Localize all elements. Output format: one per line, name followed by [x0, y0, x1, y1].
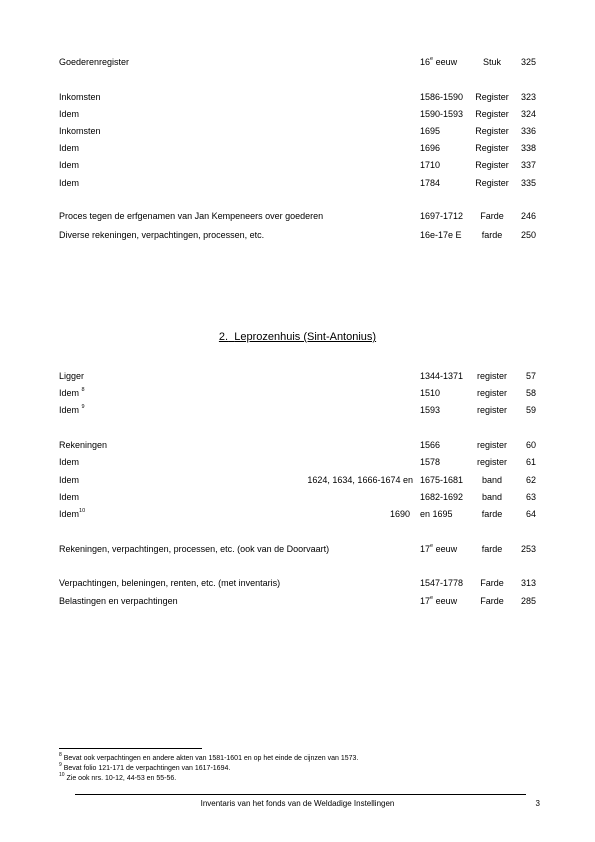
footer-rule	[75, 794, 526, 795]
row-description: Idem	[59, 178, 80, 188]
row-type: Farde	[480, 596, 504, 606]
row-date: 1566	[420, 440, 441, 450]
footnote: $^{10}$ Zie ook nrs. 10-12, 44-53 en 55-56.	[59, 771, 177, 782]
row-number: 323	[520, 92, 536, 102]
footer-text: Inventaris van het fonds van de Weldadige Instellingen	[200, 799, 395, 808]
row-date: 1696	[420, 143, 441, 153]
footnote-ref: 9	[81, 404, 85, 410]
row-number: 59	[525, 405, 536, 415]
row-description: Rekeningen, verpachtingen, processen, etc. (ook van de Doorvaart)	[59, 544, 330, 554]
row-type: register	[476, 457, 507, 467]
row-description: Inkomsten	[59, 126, 101, 136]
row-number: 250	[520, 230, 536, 240]
row-date: 1590-1593	[420, 109, 464, 119]
row-number: 338	[520, 143, 536, 153]
row-extra-dates: 1624, 1634, 1666-1674 en	[307, 475, 413, 485]
row-description: Idem	[59, 475, 80, 485]
row-type: band	[481, 492, 503, 502]
footnote: $^9$ Bevat folio 121-171 de verpachtingen van 1617-1694.	[59, 761, 231, 772]
row-type: Farde	[480, 578, 504, 588]
row-number: 58	[525, 388, 536, 398]
row-date: 17e eeuw	[420, 543, 458, 554]
row-type: Register	[475, 160, 509, 170]
row-number: 285	[520, 596, 536, 606]
row-date: 1675-1681	[420, 475, 464, 485]
section-heading-title: Leprozenhuis (Sint-Antonius)	[234, 331, 377, 343]
row-number: 337	[520, 160, 536, 170]
row-type: register	[476, 371, 507, 381]
row-number: 60	[525, 440, 536, 450]
section-heading-number: 2.	[218, 331, 229, 343]
footnote-separator	[59, 748, 202, 749]
row-date: en 1695	[420, 509, 453, 519]
row-number: 57	[525, 371, 536, 381]
row-number: 324	[520, 109, 536, 119]
row-type: Register	[475, 178, 509, 188]
row-type: Register	[475, 126, 509, 136]
row-number: 63	[525, 492, 536, 502]
row-type: farde	[481, 509, 503, 519]
row-description: Idem	[59, 143, 80, 153]
row-type: Stuk	[482, 57, 501, 67]
row-number: 64	[525, 509, 536, 519]
row-description: Idem	[59, 492, 80, 502]
row-description: Idem	[59, 109, 80, 119]
row-description: Rekeningen	[59, 440, 108, 450]
row-type: farde	[481, 230, 503, 240]
row-type: farde	[481, 544, 503, 554]
row-date: 16e eeuw	[420, 56, 458, 67]
row-description: Idem $^9$	[59, 404, 85, 415]
row-number: 335	[520, 178, 536, 188]
row-number: 246	[520, 211, 536, 221]
row-description: Idem$^{10}$	[59, 508, 86, 519]
row-description: Proces tegen de erfgenamen van Jan Kempeneers over goederen	[59, 211, 324, 221]
section-heading	[0, 331, 595, 344]
row-date: 1695	[420, 126, 441, 136]
row-description: Idem	[59, 160, 80, 170]
row-description: Belastingen en verpachtingen	[59, 596, 178, 606]
row-description: Verpachtingen, beleningen, renten, etc. (met inventaris)	[59, 578, 281, 588]
row-type: Register	[475, 109, 509, 119]
row-date: 17e eeuw	[420, 595, 458, 606]
footnote: $^8$ Bevat ook verpachtingen en andere akten van 1581-1601 en op het einde de cijnzen van 1573.	[59, 751, 359, 762]
row-number: 313	[520, 578, 536, 588]
row-type: Register	[475, 92, 509, 102]
row-description: Inkomsten	[59, 92, 101, 102]
row-extra-dates: 1690	[390, 509, 411, 519]
row-number: 325	[520, 57, 536, 67]
row-date: 1682-1692	[420, 492, 464, 502]
row-date: 1510	[420, 388, 441, 398]
page-number: 3	[535, 799, 540, 808]
footnote-ref: 8	[81, 387, 85, 393]
row-type: register	[476, 405, 507, 415]
row-date: 1593	[420, 405, 441, 415]
row-description: Diverse rekeningen, verpachtingen, processen, etc.	[59, 230, 265, 240]
row-date: 16e-17e E	[420, 230, 462, 240]
row-date: 1710	[420, 160, 441, 170]
row-number: 62	[525, 475, 536, 485]
row-date: 1586-1590	[420, 92, 464, 102]
row-date: 1578	[420, 457, 441, 467]
row-number: 61	[525, 457, 536, 467]
row-type: Register	[475, 143, 509, 153]
row-number: 253	[520, 544, 536, 554]
row-description: Ligger	[59, 371, 85, 381]
row-type: register	[476, 388, 507, 398]
row-type: Farde	[480, 211, 504, 221]
row-number: 336	[520, 126, 536, 136]
row-description: Goederenregister	[59, 57, 130, 67]
row-description: Idem $^8$	[59, 387, 85, 398]
row-date: 1784	[420, 178, 441, 188]
footnote-ref: 10	[79, 508, 86, 514]
row-date: 1547-1778	[420, 578, 464, 588]
row-date: 1344-1371	[420, 371, 464, 381]
row-date: 1697-1712	[420, 211, 464, 221]
row-type: band	[481, 475, 503, 485]
row-description: Idem	[59, 457, 80, 467]
row-type: register	[476, 440, 507, 450]
